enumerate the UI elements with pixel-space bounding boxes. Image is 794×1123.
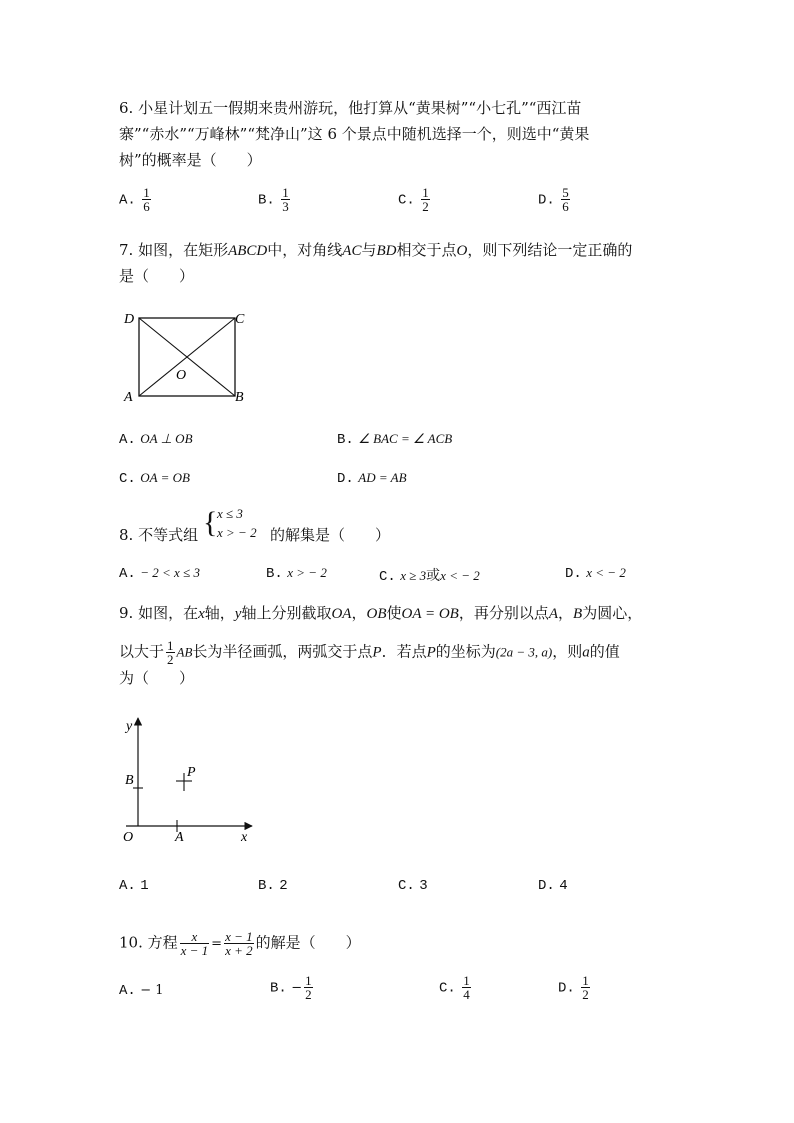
q8-line-1-tail: 的解集是（ ） [270, 526, 391, 544]
fraction-left: $\frac{x}{x - 1}$ [180, 929, 209, 958]
coordinate-figure [118, 712, 258, 846]
fraction: $\frac{1}{2}$ [305, 973, 312, 1002]
fraction: $\frac{1}{3}$ [282, 185, 289, 214]
q6-option-c: C. $\frac{1}{2}$ [398, 185, 429, 214]
label-a: A [124, 390, 133, 405]
label-y: y [126, 719, 133, 734]
fraction-right: $\frac{x - 1}{x + 2}$ [225, 929, 253, 958]
q9-line-3: 为（ ） [119, 669, 195, 687]
q7-option-d: D. AD = AB [337, 470, 407, 487]
label-d: D [124, 312, 135, 327]
q6-option-a: A. $\frac{1}{6}$ [119, 185, 150, 214]
q9-option-b: B. 2 [258, 878, 288, 894]
q10-option-d: D. $\frac{1}{2}$ [558, 973, 589, 1002]
label-a: A [175, 830, 184, 845]
q7-line-2: 是（ ） [119, 267, 195, 285]
inequality-2: x > − 2 [217, 525, 257, 540]
label-o: O [176, 368, 187, 383]
q6-line-3: 树”的概率是（ ） [119, 151, 262, 169]
q10-line-1: 10. 方程 $\frac{x}{x - 1}$ = $\frac{x - 1}{x + 2}$ 的解是（ ） [119, 929, 361, 958]
q6-option-b: B. $\frac{1}{3}$ [258, 185, 289, 214]
q8-option-d: D. x < − 2 [565, 565, 626, 582]
label-o: O [123, 830, 134, 845]
fraction: $\frac{1}{4}$ [463, 973, 470, 1002]
q9-option-d: D. 4 [538, 878, 568, 894]
q6-option-d: D. $\frac{5}{6}$ [538, 185, 569, 214]
label-b: B [235, 390, 244, 405]
q7-option-a: A. OA ⊥ OB [119, 431, 193, 448]
q8-option-b: B. x > − 2 [266, 565, 327, 582]
q9-line-2: 以大于 $\frac{1}{2}$ AB长为半径画弧，两弧交于点P．若点P的坐标为(2a − 3, a)，则a的值 [119, 638, 620, 667]
q6-line-1: 6. 小星计划五一假期来贵州游玩，他打算从“黄果树”“小七孔”“西江苗 [119, 99, 582, 117]
q10-option-a: A. − 1 [119, 983, 164, 999]
q9-line-1: 9. 如图，在x轴，y轴上分别截取OA，OB使OA = OB，再分别以点A，B为圆心， [119, 604, 643, 622]
fraction: $\frac{1}{2}$ [167, 638, 174, 667]
q9-option-a: A. 1 [119, 878, 149, 894]
q8-option-a: A. − 2 < x ≤ 3 [119, 565, 200, 582]
q7-option-b: B. ∠ BAC = ∠ ACB [337, 431, 453, 448]
brace: { [203, 506, 218, 539]
inequality-1: x ≤ 3 [217, 506, 243, 521]
label-x: x [241, 830, 248, 845]
q8-line-1: 8. 不等式组 [119, 526, 199, 544]
fraction: $\frac{1}{2}$ [422, 185, 429, 214]
q7-option-c: C. OA = OB [119, 470, 190, 487]
q10-option-b: B. − $\frac{1}{2}$ [270, 973, 312, 1002]
label-p: P [187, 765, 196, 780]
q8-option-c: C. x ≥ 3或x < − 2 [379, 568, 480, 585]
q6-line-2: 寨”“赤水”“万峰林”“梵净山”这 6 个景点中随机选择一个，则选中“黄果 [119, 125, 590, 143]
q7-line-1: 7. 如图，在矩形ABCD中，对角线AC与BD相交于点O，则下列结论一定正确的 [119, 241, 633, 259]
label-b: B [125, 773, 134, 788]
fraction: $\frac{5}{6}$ [562, 185, 569, 214]
label-c: C [235, 312, 245, 327]
fraction: $\frac{1}{2}$ [582, 973, 589, 1002]
q10-option-c: C. $\frac{1}{4}$ [439, 973, 470, 1002]
rectangle-figure [118, 306, 258, 406]
fraction: $\frac{1}{6}$ [143, 185, 150, 214]
q9-option-c: C. 3 [398, 878, 428, 894]
